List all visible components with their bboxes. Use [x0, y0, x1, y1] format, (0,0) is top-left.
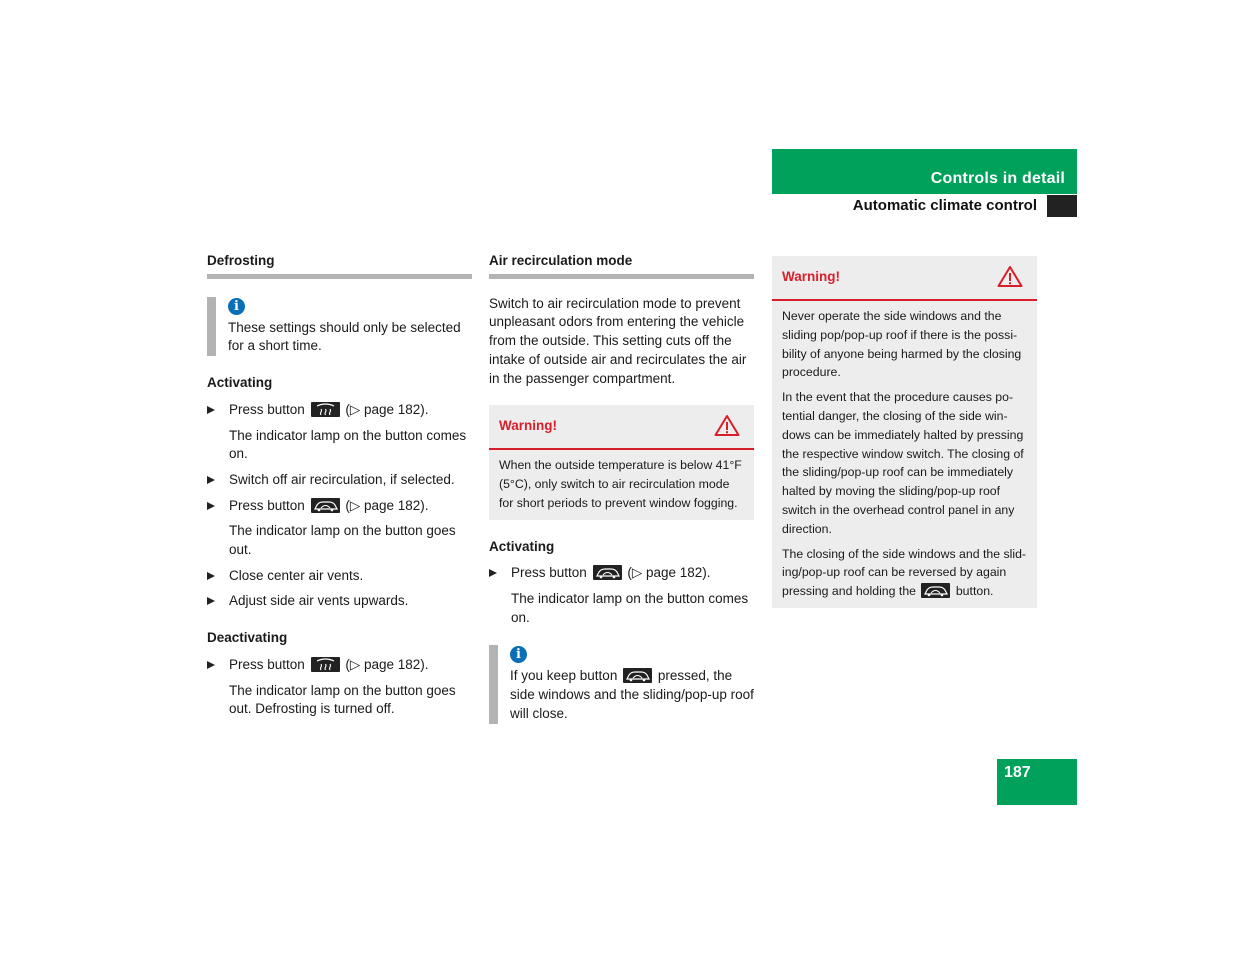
side-windows-warning-box	[772, 256, 1037, 608]
step-result: The indicator lamp on the button comes on.	[229, 427, 467, 462]
step-press-recirculation: Press button (▷ page 182).	[207, 497, 472, 516]
info-text: If you keep button pressed, the side windows and the sliding/pop-up roof will close.	[510, 668, 754, 721]
side-warning-column	[772, 256, 1037, 608]
recirculation-button-icon	[593, 565, 622, 580]
bullet-triangle-icon	[207, 406, 215, 414]
section-title: Automatic climate control	[852, 197, 1037, 214]
bullet-triangle-icon	[207, 572, 215, 580]
warning-triangle-icon	[714, 414, 740, 443]
warning-triangle-icon	[997, 265, 1023, 294]
step-result: The indicator lamp on the button comes on.	[511, 591, 749, 625]
deactivating-heading: Deactivating	[207, 630, 288, 646]
chapter-title: Controls in detail	[930, 170, 1065, 187]
recirculation-warning-box	[489, 405, 754, 519]
recirculation-button-icon	[921, 583, 950, 598]
defrost-button-icon	[311, 657, 340, 672]
recirculation-intro: Switch to air recirculation mode to prevent unpleasant odors from entering the vehicle from the outside. This setting cuts off the intake of outside air and recirculates the air in the passenger compartment.	[489, 295, 747, 386]
bullet-triangle-icon	[489, 569, 497, 577]
warning-title: Warning!	[782, 269, 840, 284]
bullet-triangle-icon	[207, 502, 215, 510]
warning-header	[489, 405, 754, 450]
warning-header	[772, 256, 1037, 301]
info-icon: i	[228, 298, 245, 315]
bullet-triangle-icon	[207, 661, 215, 669]
recirculation-button-icon	[311, 498, 340, 513]
bullet-triangle-icon	[207, 476, 215, 484]
info-bar	[489, 645, 498, 723]
section-marker	[1047, 195, 1077, 217]
step-close-center-vents: Close center air vents.	[207, 567, 472, 586]
step-press-defrost-off: Press button (▷ page 182).	[207, 656, 472, 675]
activating-heading: Activating	[207, 375, 273, 391]
step-press-recirculation: Press button (▷ page 182).	[489, 564, 754, 583]
info-text: These settings should only be selected for a short time.	[228, 319, 461, 354]
step-result: The indicator lamp on the button goes out. Defrosting is turned off.	[229, 682, 456, 717]
recirculation-column	[489, 252, 754, 724]
info-icon: i	[510, 646, 527, 663]
bullet-triangle-icon	[207, 597, 215, 605]
step-adjust-side-vents: Adjust side air vents upwards.	[207, 592, 472, 611]
warning-body	[772, 301, 1037, 608]
step-press-defrost: Press button (▷ page 182).	[207, 401, 472, 420]
page-number-tab	[997, 759, 1077, 805]
warning-title: Warning!	[499, 418, 557, 434]
recirculation-button-icon	[623, 668, 652, 683]
defrosting-column	[207, 252, 472, 726]
page-number: 187	[1004, 764, 1031, 781]
defrosting-info-note	[207, 297, 472, 356]
activating-heading: Activating	[489, 538, 555, 554]
step-result: The indicator lamp on the button goes out.	[229, 523, 456, 558]
chapter-header-band	[772, 149, 1077, 194]
warning-paragraph: The closing of the side windows and the slid-ing/pop-up roof can be reversed by again pressing and holding the button.	[782, 546, 1027, 599]
recirculation-heading: Air recirculation mode	[489, 252, 754, 279]
warning-paragraph: In the event that the procedure causes po-tential danger, the closing of the side win-dows can be immediately halted by pressing the respective window switch. The closing of the sliding/pop-up roof can be immediately halted by moving the sliding/pop-up roof switch in the overhead control panel in any direction.	[782, 390, 1024, 536]
defrosting-heading: Defrosting	[207, 252, 472, 279]
warning-paragraph: Never operate the side windows and the sliding pop/pop-up roof if there is the possi-bility of anyone being harmed by the closing procedure.	[782, 309, 1022, 380]
warning-text: When the outside temperature is below 41°F (5°C), only switch to air recirculation mode for short periods to prevent window fogging.	[499, 458, 742, 510]
recirculation-info-note	[489, 645, 754, 723]
step-switch-off-recirculation: Switch off air recirculation, if selected.	[207, 471, 472, 490]
defrost-button-icon	[311, 402, 340, 417]
info-bar	[207, 297, 216, 356]
